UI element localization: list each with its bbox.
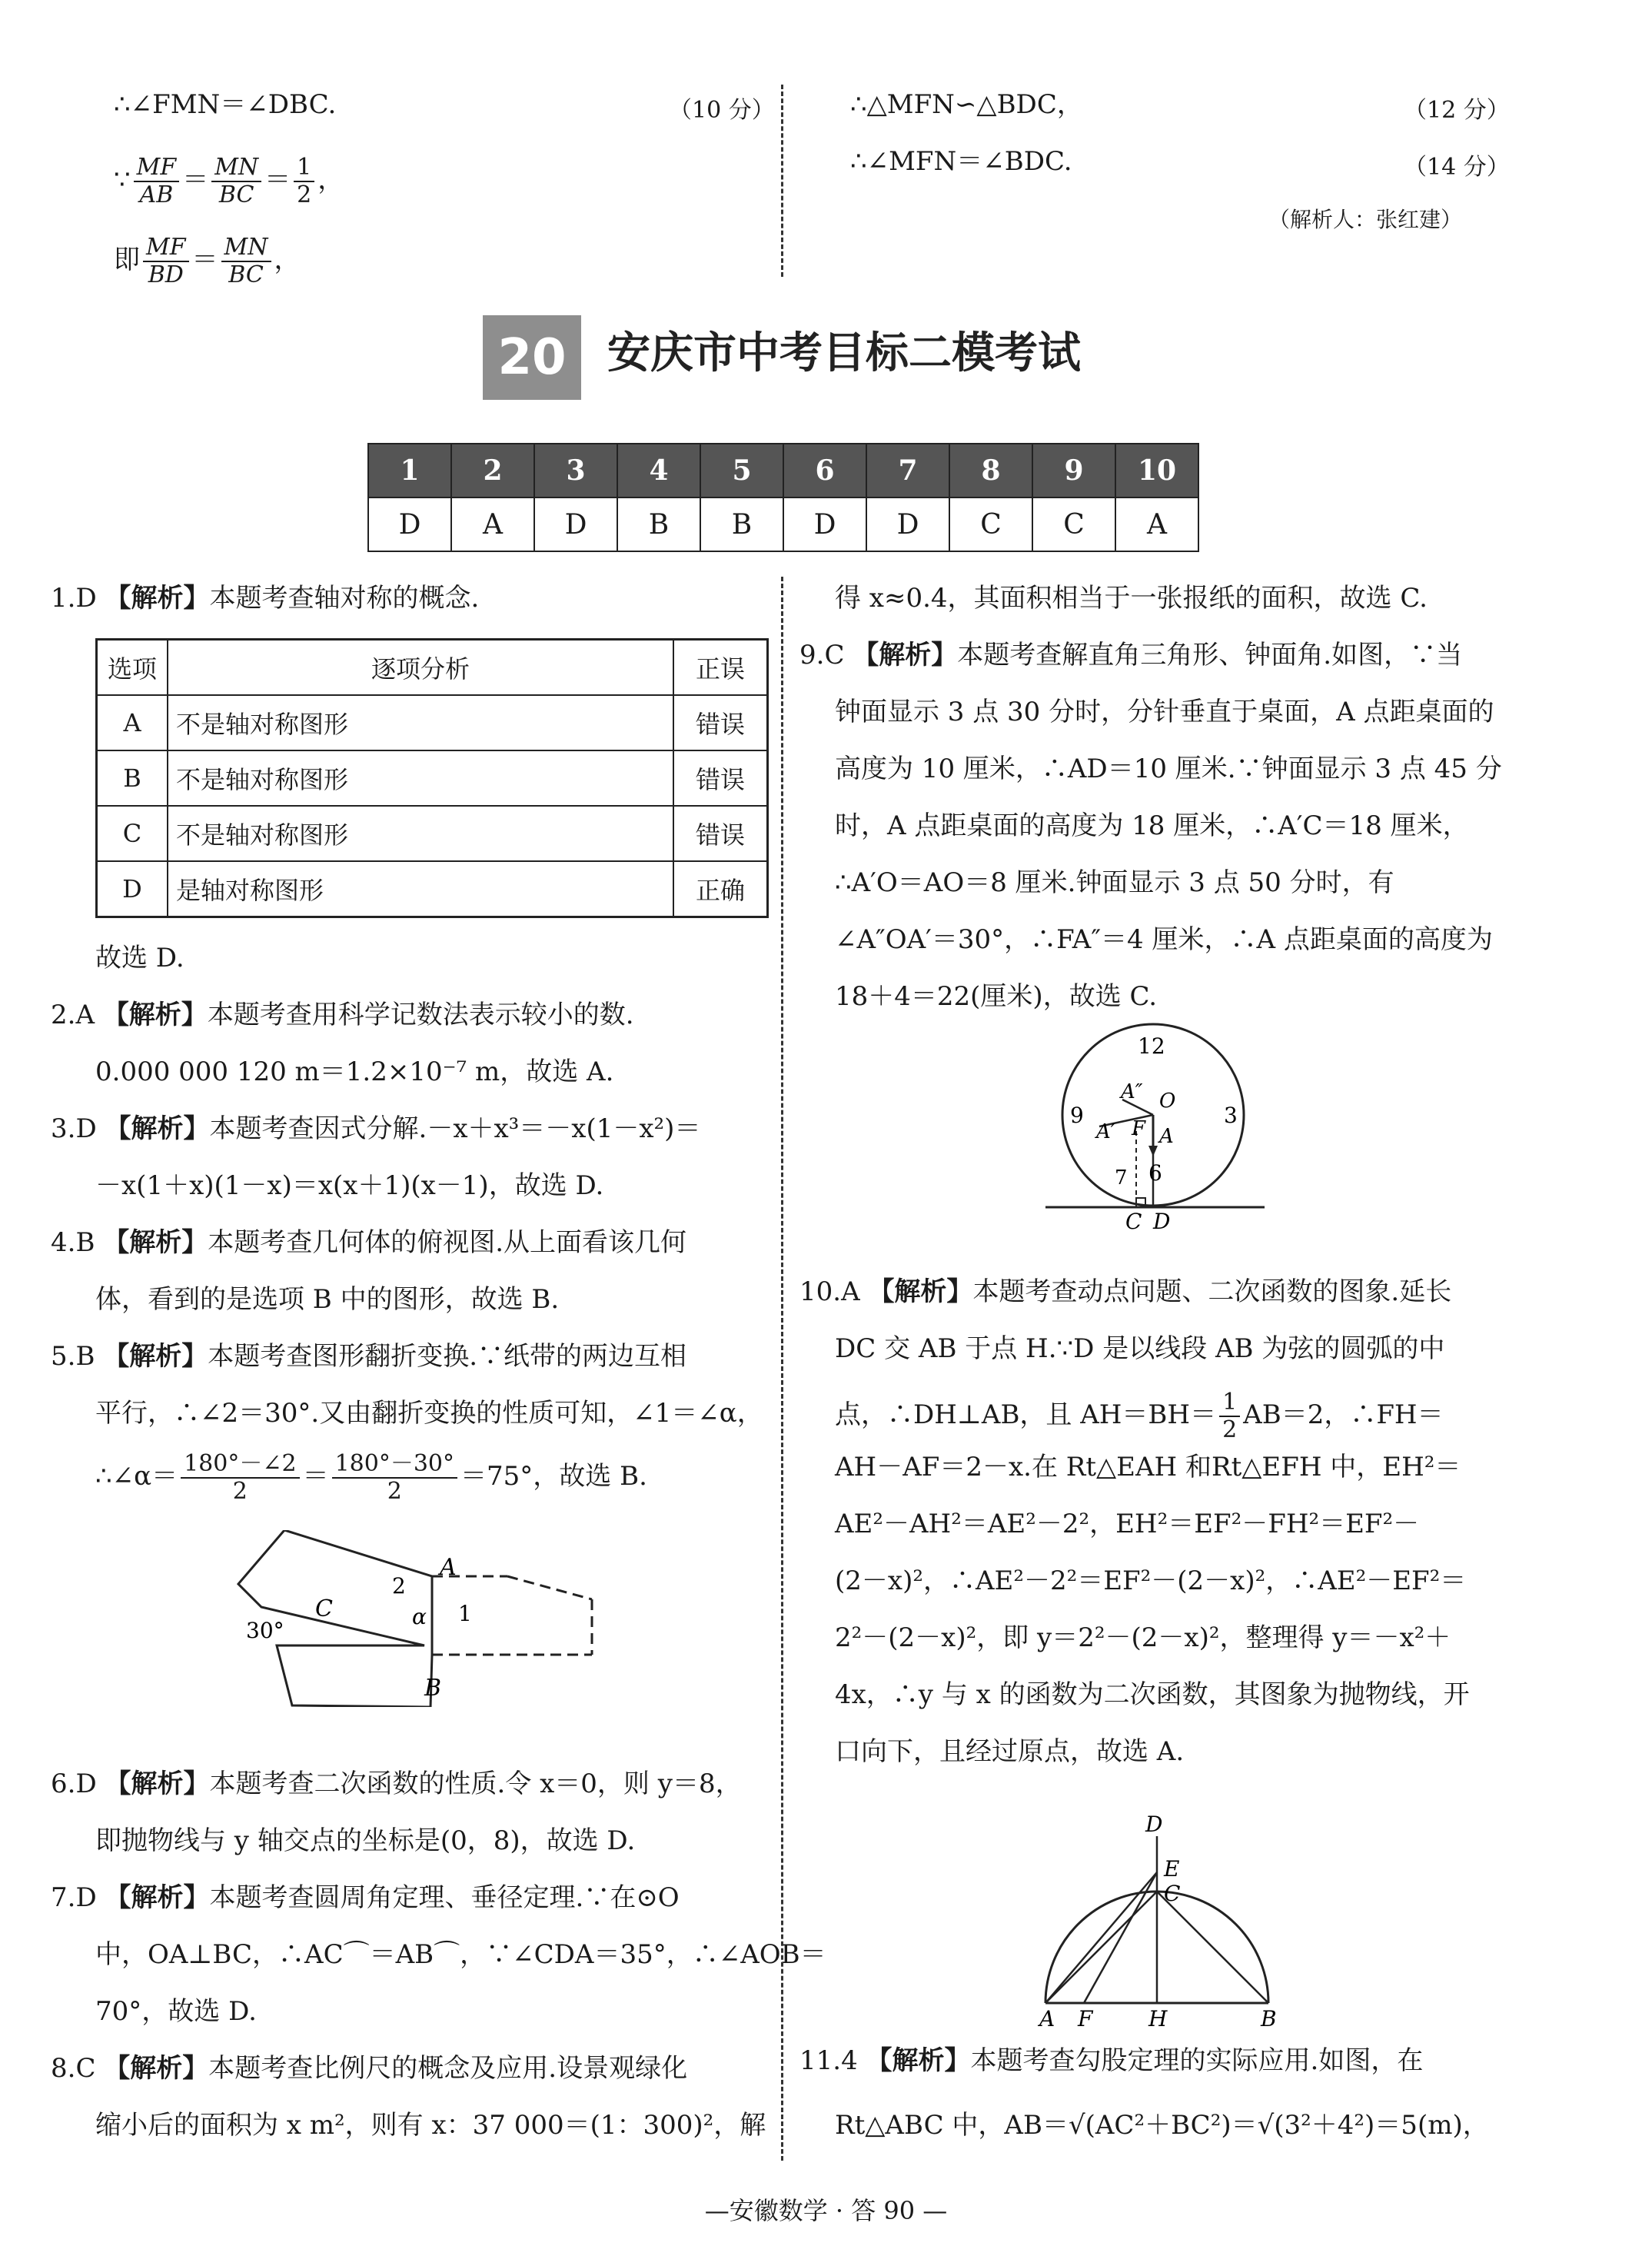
fraction-denominator: BD xyxy=(148,261,184,288)
question-number: 7.D xyxy=(51,1882,97,1913)
q9-line-5: ∴A′O＝AO＝8 厘米.钟面显示 3 点 50 分时，有 xyxy=(835,867,1394,898)
q10-line-8: 4x，∴y 与 x 的函数为二次函数，其图象为抛物线，开 xyxy=(835,1679,1470,1710)
q6-line-2: 即抛物线与 y 轴交点的坐标是(0，8)，故选 D. xyxy=(95,1825,636,1856)
question-text: 本题考查二次函数的性质.令 x＝0，则 y＝8， xyxy=(209,1769,742,1799)
answer-number: 1 xyxy=(368,444,451,497)
question-number: 1.D xyxy=(51,583,97,614)
analysis-tag: 【解析】 xyxy=(868,1276,973,1307)
analysis-tag: 【解析】 xyxy=(853,640,958,670)
label-f: F xyxy=(1132,1117,1146,1140)
option-letter: C xyxy=(97,806,168,861)
answer-letter: C xyxy=(1032,497,1115,551)
answer-number: 8 xyxy=(949,444,1032,497)
label-angle-2: 2 xyxy=(392,1573,406,1599)
option-verdict: 正确 xyxy=(673,861,768,917)
q10-line-6: (2－x)²，∴AE²－2²＝EF²－(2－x)²，∴AE²－EF²＝ xyxy=(835,1566,1467,1596)
alpha-expr: ∴∠α＝ xyxy=(95,1461,178,1492)
question-text: 本题考查几何体的俯视图.从上面看该几何 xyxy=(208,1227,687,1258)
comma: ， xyxy=(274,245,301,275)
q10-line-5: AE²－AH²＝AE²－2²，EH²＝EF²－FH²＝EF²－ xyxy=(835,1509,1420,1539)
fraction-180-minus-30 xyxy=(332,1451,457,1505)
q10-line-3 xyxy=(835,1384,1444,1446)
q4-line-2: 体，看到的是选项 B 中的图形，故选 B. xyxy=(95,1284,560,1315)
question-text: 本题考查比例尺的概念及应用.设景观绿化 xyxy=(208,2053,688,2084)
fraction-numerator: MN xyxy=(221,235,271,262)
ji-word: 即 xyxy=(114,245,140,275)
analysis-tag: 【解析】 xyxy=(866,2045,971,2076)
fraction-mf-bd xyxy=(143,235,189,288)
question-number: 4.B xyxy=(51,1227,95,1258)
q1-line xyxy=(51,583,479,614)
fraction-numerator: 180°－30° xyxy=(332,1451,457,1479)
fraction-numerator: MF xyxy=(134,155,180,182)
q5-paper-strip-figure xyxy=(231,1530,661,1707)
fraction-denominator: 2 xyxy=(297,181,312,208)
result-text: ＝75°，故选 B. xyxy=(460,1461,647,1492)
text-part: AB＝2，∴FH＝ xyxy=(1243,1399,1444,1430)
equals-sign: ＝ xyxy=(302,1461,329,1492)
answer-letter: B xyxy=(700,497,783,551)
label-e: E xyxy=(1164,1856,1180,1882)
question-text: 本题考查圆周角定理、垂径定理.∵在⊙O xyxy=(209,1882,680,1913)
label-point-b: B xyxy=(424,1675,442,1702)
answer-number: 5 xyxy=(700,444,783,497)
q11-line-2: Rt△ABC 中，AB＝√(AC²＋BC²)＝√(3²＋4²)＝5(m)， xyxy=(835,2110,1489,2141)
clock-label-12: 12 xyxy=(1138,1033,1165,1059)
q10-arc-figure xyxy=(1030,1815,1284,2030)
fraction-numerator: 180°－∠2 xyxy=(181,1451,299,1479)
label-angle-1: 1 xyxy=(458,1601,472,1626)
option-verdict: 错误 xyxy=(673,695,768,750)
q9-line-2: 钟面显示 3 点 30 分时，分针垂直于桌面，A 点距桌面的 xyxy=(835,697,1494,727)
answer-letter: D xyxy=(783,497,866,551)
q7-line-1 xyxy=(51,1882,680,1913)
answer-table-numbers xyxy=(368,444,1198,497)
q8-line-2: 缩小后的面积为 x m²，则有 x：37 000＝(1：300)²，解 xyxy=(95,2110,766,2141)
q3-line-1 xyxy=(51,1113,700,1144)
fraction-numerator: 1 xyxy=(294,155,314,182)
option-analysis: 不是轴对称图形 xyxy=(168,806,673,861)
label-point-a: A xyxy=(440,1554,457,1581)
q7-line-2: 中，OA⊥BC，∴AC⌒＝AB⌒，∵∠CDA＝35°，∴∠AOB＝ xyxy=(95,1939,826,1970)
q7-line-3: 70°，故选 D. xyxy=(95,1996,257,2027)
answer-number: 10 xyxy=(1115,444,1198,497)
label-o: O xyxy=(1159,1090,1176,1113)
header-analysis: 逐项分析 xyxy=(168,640,673,696)
q9-clock-figure xyxy=(1045,1023,1268,1230)
question-number: 5.B xyxy=(51,1341,95,1372)
fraction-denominator: AB xyxy=(139,181,174,208)
header-option: 选项 xyxy=(97,640,168,696)
question-text: 本题考查图形翻折变换.∵纸带的两边互相 xyxy=(208,1341,687,1372)
q9-line-4: 时，A 点距桌面的高度为 18 厘米，∴A′C＝18 厘米， xyxy=(835,810,1469,841)
q5-line-3 xyxy=(95,1446,647,1507)
top-right-score-1: （12 分） xyxy=(1404,97,1510,124)
q11-line-1 xyxy=(799,2045,1423,2076)
q1-conclusion: 故选 D. xyxy=(95,943,184,973)
label-a-prime: A′ xyxy=(1096,1120,1115,1143)
q8-continuation: 得 x≈0.4，其面积相当于一张报纸的面积，故选 C. xyxy=(835,583,1428,614)
answer-letter: A xyxy=(451,497,534,551)
clock-label-3: 3 xyxy=(1224,1103,1238,1128)
equals-sign: ＝ xyxy=(191,245,218,275)
analysis-tag: 【解析】 xyxy=(105,583,210,614)
clock-label-9: 9 xyxy=(1070,1103,1084,1128)
question-number: 6.D xyxy=(51,1769,97,1799)
fraction-numerator: 1 xyxy=(1219,1389,1240,1417)
fraction-numerator: MF xyxy=(143,235,189,262)
analysis-credit: （解析人：张红建） xyxy=(1268,207,1463,232)
q4-line-1 xyxy=(51,1227,686,1258)
question-text: 本题考查勾股定理的实际应用.如图，在 xyxy=(970,2045,1424,2076)
fraction-denominator: 2 xyxy=(232,1478,248,1505)
q10-line-4: AH－AF＝2－x.在 Rt△EAH 和Rt△EFH 中，EH²＝ xyxy=(835,1452,1461,1482)
label-f: F xyxy=(1078,2006,1093,2030)
answer-number: 3 xyxy=(534,444,617,497)
question-number: 8.C xyxy=(51,2053,96,2084)
answer-number: 6 xyxy=(783,444,866,497)
option-verdict: 错误 xyxy=(673,750,768,806)
answer-table-answers xyxy=(368,497,1198,551)
option-analysis: 不是轴对称图形 xyxy=(168,695,673,750)
label-c: C xyxy=(1125,1209,1142,1230)
q1-option-table xyxy=(95,638,769,918)
q10-line-7: 2²－(2－x)²，即 y＝2²－(2－x)²，整理得 y＝－x²＋ xyxy=(835,1622,1451,1653)
question-number: 3.D xyxy=(51,1113,97,1144)
analysis-tag: 【解析】 xyxy=(102,1000,208,1030)
header-correctness: 正误 xyxy=(673,640,768,696)
analysis-tag: 【解析】 xyxy=(103,1341,208,1372)
answer-number: 9 xyxy=(1032,444,1115,497)
answer-letter: D xyxy=(368,497,451,551)
label-alpha: α xyxy=(412,1604,427,1629)
answer-letter: B xyxy=(617,497,700,551)
option-letter: D xyxy=(97,861,168,917)
question-text: 本题考查轴对称的概念. xyxy=(209,583,480,614)
analysis-tag: 【解析】 xyxy=(104,2053,209,2084)
fraction-numerator: MN xyxy=(211,155,261,182)
label-c: C xyxy=(1164,1881,1181,1906)
clock-label-6: 6 xyxy=(1148,1160,1162,1186)
q9-line-3: 高度为 10 厘米，∴AD＝10 厘米.∵钟面显示 3 点 45 分 xyxy=(835,754,1502,784)
q9-line-7: 18＋4＝22(厘米)，故选 C. xyxy=(835,981,1158,1012)
question-text: 本题考查解直角三角形、钟面角.如图，∵当 xyxy=(957,640,1463,670)
top-right-line-2: ∴∠MFN＝∠BDC. xyxy=(850,146,1072,177)
top-left-line-2 xyxy=(114,151,344,209)
q9-line-6: ∠A″OA′＝30°，∴FA″＝4 厘米，∴A 点距桌面的高度为 xyxy=(835,924,1493,955)
label-30-degrees: 30° xyxy=(246,1618,284,1643)
fraction-denominator: 2 xyxy=(387,1478,402,1505)
label-point-c: C xyxy=(315,1595,333,1622)
label-a: A xyxy=(1159,1125,1174,1148)
q10-line-9: 口向下，且经过原点，故选 A. xyxy=(835,1736,1185,1767)
fraction-denominator: 2 xyxy=(1222,1416,1238,1443)
question-number: 2.A xyxy=(51,1000,95,1030)
label-d: D xyxy=(1145,1815,1163,1837)
q10-line-1 xyxy=(799,1276,1451,1307)
table-row xyxy=(97,861,768,917)
fraction-180-minus-angle2 xyxy=(181,1451,299,1505)
question-text: 本题考查因式分解.－x＋x³＝－x(1－x²)＝ xyxy=(209,1113,701,1144)
answer-letter: D xyxy=(866,497,949,551)
q9-line-1 xyxy=(799,640,1462,670)
label-a: A xyxy=(1039,2006,1055,2030)
text-part: 点，∴DH⊥AB，且 AH＝BH＝ xyxy=(835,1399,1217,1430)
fraction-mn-bc xyxy=(211,155,261,208)
question-number: 9.C xyxy=(799,640,845,670)
analysis-tag: 【解析】 xyxy=(103,1227,208,1258)
table-row xyxy=(97,806,768,861)
option-analysis: 是轴对称图形 xyxy=(168,861,673,917)
answer-number: 4 xyxy=(617,444,700,497)
option-letter: A xyxy=(97,695,168,750)
label-a-double-prime: A″ xyxy=(1121,1080,1143,1103)
analysis-tag: 【解析】 xyxy=(105,1769,210,1799)
option-letter: B xyxy=(97,750,168,806)
answer-letter: C xyxy=(949,497,1032,551)
fraction-mn-bc-2 xyxy=(221,235,271,288)
answer-letter: A xyxy=(1115,497,1198,551)
label-h: H xyxy=(1148,2006,1168,2030)
fraction-one-half xyxy=(294,155,314,208)
fraction-denominator: BC xyxy=(218,181,254,208)
comma: ， xyxy=(317,165,344,195)
equals-sign: ＝ xyxy=(264,165,291,195)
table-row xyxy=(97,695,768,750)
label-d: D xyxy=(1153,1209,1171,1230)
clock-label-7: 7 xyxy=(1115,1166,1128,1190)
top-left-line-3 xyxy=(114,231,301,289)
question-number: 10.A xyxy=(799,1276,860,1307)
label-b: B xyxy=(1261,2006,1277,2030)
table-row xyxy=(97,750,768,806)
answer-number: 7 xyxy=(866,444,949,497)
equals-sign: ＝ xyxy=(182,165,209,195)
column-divider xyxy=(781,577,783,2161)
analysis-tag: 【解析】 xyxy=(105,1113,210,1144)
answer-number: 2 xyxy=(451,444,534,497)
question-text: 本题考查用科学记数法表示较小的数. xyxy=(207,1000,634,1030)
fraction-denominator: BC xyxy=(228,261,264,288)
question-text: 本题考查动点问题、二次函数的图象.延长 xyxy=(972,1276,1452,1307)
answer-letter: D xyxy=(534,497,617,551)
option-analysis: 不是轴对称图形 xyxy=(168,750,673,806)
top-right-score-2: （14 分） xyxy=(1404,154,1510,181)
fraction-one-half xyxy=(1219,1389,1240,1443)
q5-line-1 xyxy=(51,1341,686,1372)
question-number: 11.4 xyxy=(799,2045,858,2076)
q1-table-header xyxy=(97,640,768,696)
top-left-score-1: （10 分） xyxy=(669,97,775,124)
section-title: 安庆市中考目标二模考试 xyxy=(607,328,1081,378)
page-footer: —安徽数学 · 答 90 — xyxy=(704,2196,948,2225)
top-column-divider xyxy=(781,85,783,277)
analysis-tag: 【解析】 xyxy=(105,1882,210,1913)
q6-line-1 xyxy=(51,1769,742,1799)
q2-line-2: 0.000 000 120 m＝1.2×10⁻⁷ m，故选 A. xyxy=(95,1056,614,1087)
option-verdict: 错误 xyxy=(673,806,768,861)
fraction-mf-ab xyxy=(134,155,180,208)
q5-line-2: 平行，∴∠2＝30°.又由翻折变换的性质可知，∠1＝∠α， xyxy=(95,1398,763,1429)
section-number-badge: 20 xyxy=(483,315,581,400)
q3-line-2: －x(1＋x)(1－x)＝x(x＋1)(x－1)，故选 D. xyxy=(95,1170,604,1201)
top-right-line-1: ∴△MFN∽△BDC， xyxy=(850,89,1083,120)
because-symbol: ∵ xyxy=(114,165,131,195)
q10-line-2: DC 交 AB 于点 H.∵D 是以线段 AB 为弦的圆弧的中 xyxy=(835,1333,1445,1364)
top-left-line-1: ∴∠FMN＝∠DBC. xyxy=(114,89,337,120)
q8-line-1 xyxy=(51,2053,687,2084)
answer-table xyxy=(367,443,1199,552)
q2-line-1 xyxy=(51,1000,634,1030)
